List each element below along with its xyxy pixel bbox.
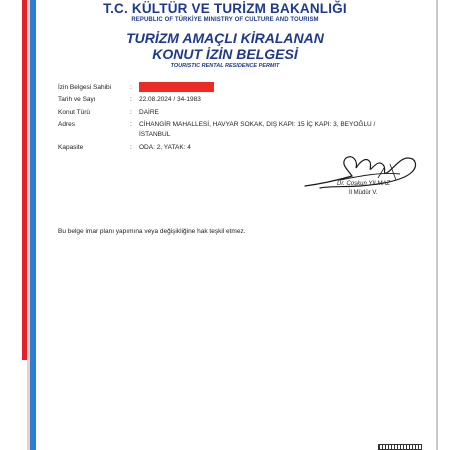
- ministry-title-english: REPUBLIC OF TÜRKİYE MINISTRY OF CULTURE AND TOURISM: [131, 17, 319, 23]
- field-colon: :: [130, 144, 132, 151]
- signatory-name: Dr. Coşkun YILMAZ: [337, 181, 391, 187]
- document-title-line1: TURİZM AMAÇLI KİRALANAN: [126, 30, 324, 46]
- field-label: İzin Belgesi Sahibi: [58, 84, 112, 91]
- document-barcode: [378, 444, 422, 450]
- document-title-english: TOURISTIC RENTAL RESIDENCE PERMIT: [170, 63, 280, 69]
- field-label: Adres: [58, 121, 75, 128]
- ministry-title: T.C. KÜLTÜR VE TURİZM BAKANLIĞI: [103, 1, 347, 16]
- field-colon: :: [130, 96, 132, 103]
- field-colon: :: [130, 109, 132, 116]
- field-colon: :: [130, 121, 132, 128]
- field-value: ODA: 2, YATAK: 4: [139, 144, 191, 151]
- field-label: Kapasite: [58, 144, 84, 151]
- redaction-box: [139, 82, 214, 92]
- field-value-continued: İSTANBUL: [139, 131, 171, 138]
- field-colon: :: [130, 84, 132, 91]
- legal-note: Bu belge imar planı yapımına veya değişikliğine hak teşkil etmez.: [58, 228, 246, 235]
- field-value: 22.08.2024 / 34-1983: [139, 96, 201, 103]
- field-value: DAİRE: [139, 109, 159, 116]
- document-title-line2: KONUT İZİN BELGESİ: [152, 46, 298, 62]
- field-value: CİHANGİR MAHALLESİ, HAVYAR SOKAK, DIŞ KAPI: 15 İÇ KAPI: 3, BEYOĞLU /: [139, 121, 376, 128]
- field-label: Tarih ve Sayı: [58, 96, 96, 103]
- signatory-title: İl Müdür V.: [349, 190, 378, 196]
- field-label: Konut Türü: [58, 109, 91, 116]
